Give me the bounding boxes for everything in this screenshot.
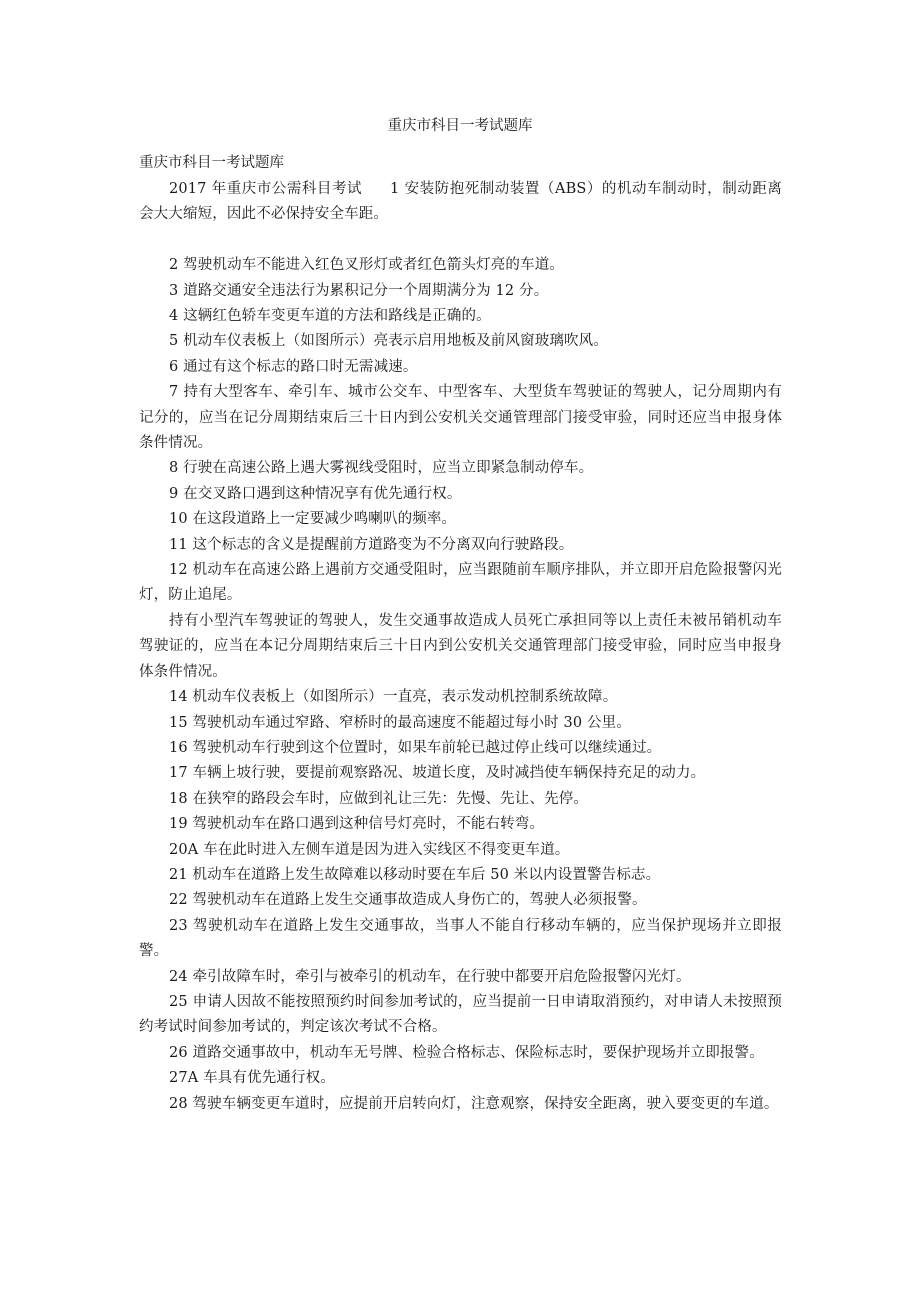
intro-paragraph [139, 177, 782, 228]
question-paragraph: 8 行驶在高速公路上遇大雾视线受阻时，应当立即紧急制动停车。 [169, 460, 594, 477]
intro-lead: 2017 年重庆市公需科目考试 [169, 181, 363, 197]
question-paragraph: 22 驾驶机动车在道路上发生交通事故造成人身伤亡的，驾驶人必须报警。 [169, 892, 647, 909]
question-paragraph: 18 在狭窄的路段会车时，应做到礼让三先：先慢、先让、先停。 [169, 790, 589, 807]
question-paragraph: 20A 车在此时进入左侧车道是因为进入实线区不得变更车道。 [169, 841, 570, 858]
question-paragraph: 10 在这段道路上一定要减少鸣喇叭的频率。 [169, 511, 457, 528]
question-paragraph: 27A 车具有优先通行权。 [169, 1070, 335, 1087]
question-paragraph: 15 驾驶机动车通过窄路、窄桥时的最高速度不能超过每小时 30 公里。 [169, 714, 631, 731]
question-paragraph: 6 通过有这个标志的路口时无需减速。 [169, 358, 418, 375]
document-title: 重庆市科目一考试题库 [387, 118, 533, 134]
question-paragraph: 28 驾驶车辆变更车道时，应提前开启转向灯，注意观察，保持安全距离，驶入要变更的车道。 [169, 1095, 779, 1112]
question-paragraph: 4 这辆红色轿车变更车道的方法和路线是正确的。 [169, 308, 491, 325]
question-paragraph: 9 在交叉路口遇到这种情况享有优先通行权。 [169, 485, 462, 502]
question-paragraph: 26 道路交通事故中，机动车无号牌、检验合格标志、保险标志时，要保护现场并立即报警。 [169, 1044, 764, 1061]
question-paragraph: 2 驾驶机动车不能进入红色叉形灯或者红色箭头灯亮的车道。 [169, 257, 565, 274]
question-paragraph: 14 机动车仪表板上（如图所示）一直亮，表示发动机控制系统故障。 [169, 689, 618, 706]
question-paragraph: 23 驾驶机动车在道路上发生交通事故，当事人不能自行移动车辆的，应当保护现场并立即报警。 [139, 917, 782, 960]
question-paragraph: 12 机动车在高速公路上遇前方交通受阻时，应当跟随前车顺序排队，并立即开启危险报警闪光灯，防止追尾。 [139, 562, 782, 604]
question-paragraph: 21 机动车在道路上发生故障难以移动时要在车后 50 米以内设置警告标志。 [169, 866, 661, 883]
document-body [139, 177, 782, 1117]
question-paragraph: 17 车辆上坡行驶，要提前观察路况、坡道长度，及时减挡使车辆保持充足的动力。 [169, 765, 706, 782]
question-paragraph: 7 持有大型客车、牵引车、城市公交车、中型客车、大型货车驾驶证的驾驶人，记分周期内有记分的，应当在记分周期结束后三十日内到公安机关交通管理部门接受审验，同时还应当申报身体条件情况。 [139, 384, 782, 452]
question-paragraph: 19 驾驶机动车在路口遇到这种信号灯亮时，不能右转弯。 [169, 816, 545, 833]
question-paragraph: 3 道路交通安全违法行为累积记分一个周期满分为 12 分。 [169, 282, 549, 299]
question-paragraph: 11 这个标志的含义是提醒前方道路变为不分离双向行驶路段。 [169, 536, 574, 553]
question-paragraph: 25 申请人因故不能按照预约时间参加考试的，应当提前一日申请取消预约，对申请人未按照预约考试时间参加考试的，判定该次考试不合格。 [139, 993, 782, 1036]
blank-line [139, 228, 782, 253]
intro-text: 1 安装防抱死制动装置（ABS）的机动车制动时，制动距离会大大缩短，因此不必保持安全车距。 [139, 181, 782, 223]
question-paragraph: 5 机动车仪表板上（如图所示）亮表示启用地板及前风窗玻璃吹风。 [169, 333, 608, 350]
document-subtitle: 重庆市科目一考试题库 [139, 155, 284, 171]
question-paragraph: 持有小型汽车驾驶证的驾驶人，发生交通事故造成人员死亡承担同等以上责任未被吊销机动车驾驶证的，应当在本记分周期结束后三十日内到公安机关交通管理部门接受审验，同时应当申报身体条件情况。 [139, 612, 782, 680]
question-paragraph: 24 牵引故障车时，牵引与被牵引的机动车，在行驶中都要开启危险报警闪光灯。 [169, 968, 691, 985]
question-paragraph: 16 驾驶机动车行驶到这个位置时，如果车前轮已越过停止线可以继续通过。 [169, 739, 662, 756]
